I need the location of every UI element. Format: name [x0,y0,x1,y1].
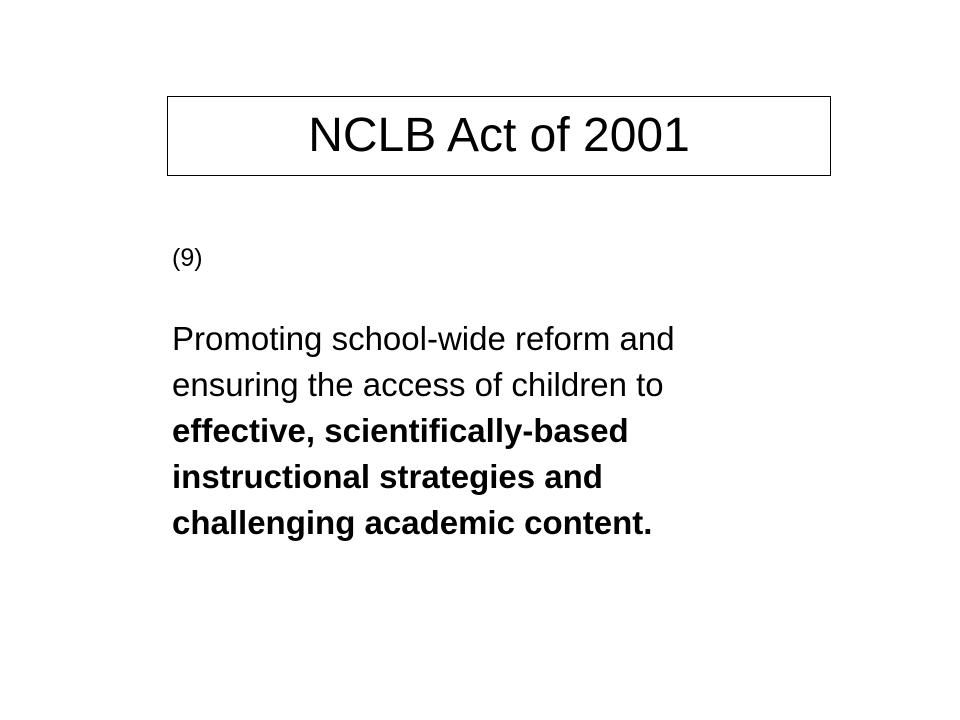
body-line-bold: challenging academic content. [172,504,653,541]
body-line-bold: effective, scientifically-based [172,412,629,449]
body-line: Promoting school-wide reform and [172,320,675,357]
body-line: ensuring the access of children to [172,366,664,403]
body-paragraph [172,316,872,546]
item-number: (9) [172,244,203,272]
body-line-bold: instructional strategies and [172,458,603,495]
slide-title: NCLB Act of 2001 [308,109,690,162]
title-box [167,96,831,176]
